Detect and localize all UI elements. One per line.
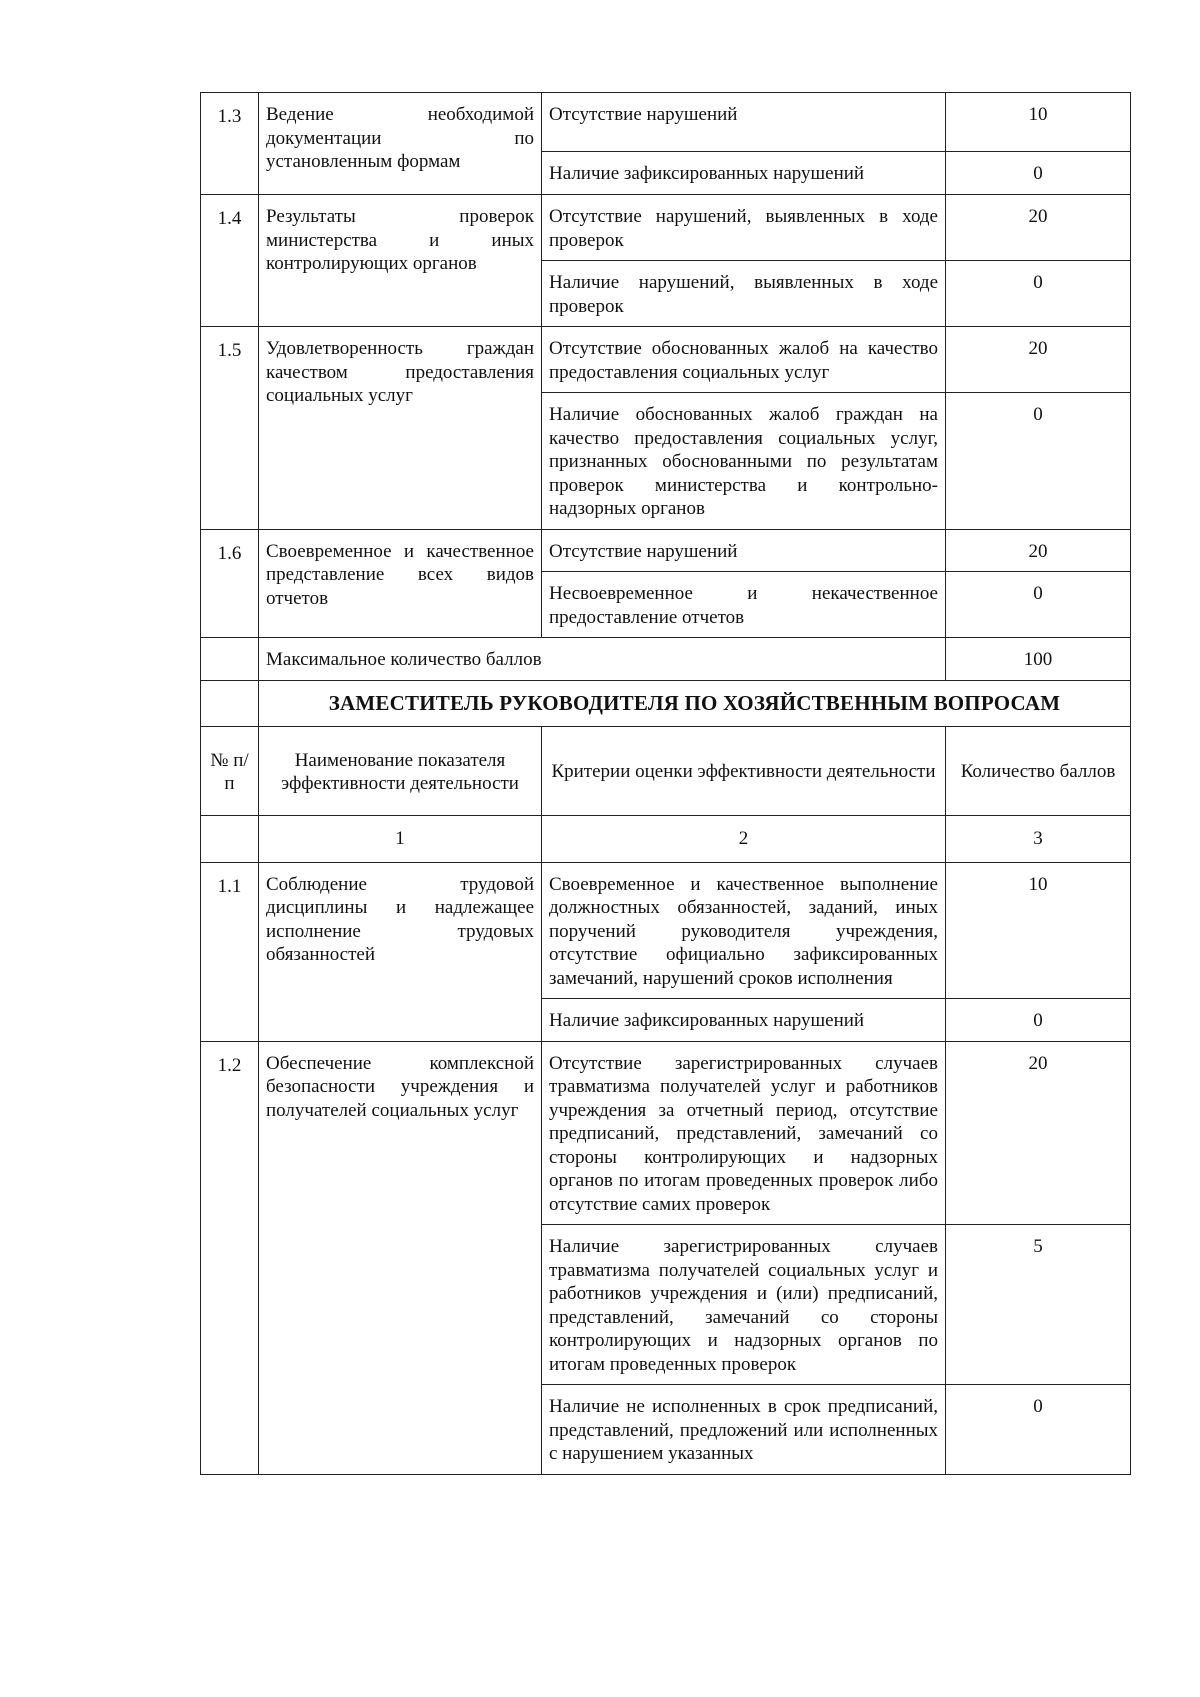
column-number-1: 1 <box>259 816 542 863</box>
column-number-2: 2 <box>542 816 946 863</box>
item-number: 1.4 <box>201 195 259 327</box>
indicator-name: Обеспечение комплексной безопасности учреждения и получателей социальных услуг <box>259 1041 542 1474</box>
criterion-points: 5 <box>946 1225 1131 1385</box>
item-number: 1.6 <box>201 529 259 638</box>
criterion-points: 10 <box>946 93 1131 152</box>
evaluation-table <box>200 92 1131 1475</box>
criterion-text: Наличие зарегистрированных случаев травматизма получателей социальных услуг и работников учреждения и (или) предписаний, представлений, замечаний со стороны контролирующих и надзорных органов по итогам проведенных проверок <box>542 1225 946 1385</box>
criterion-text: Наличие не исполненных в срок предписаний, представлений, предложений или исполненных с нарушением указанных <box>542 1385 946 1475</box>
criterion-points: 20 <box>946 195 1131 261</box>
section-row <box>201 680 1131 727</box>
empty-cell <box>201 638 259 681</box>
criterion-text: Отсутствие нарушений <box>542 93 946 152</box>
criterion-points: 0 <box>946 393 1131 530</box>
table-row <box>201 93 1131 152</box>
criterion-points: 0 <box>946 999 1131 1042</box>
criterion-points: 0 <box>946 572 1131 638</box>
indicator-name: Результаты проверок министерства и иных контролирующих органов <box>259 195 542 327</box>
column-number-3: 3 <box>946 816 1131 863</box>
header-criteria: Критерии оценки эффективности деятельности <box>542 727 946 816</box>
indicator-name: Своевременное и качественное представление всех видов отчетов <box>259 529 542 638</box>
criterion-text: Отсутствие зарегистрированных случаев травматизма получателей услуг и работников учреждения за отчетный период, отсутствие предписаний, представлений, замечаний со стороны контролирующих и надзорных органов по итогам проведенных проверок либо отсутствие самих проверок <box>542 1041 946 1225</box>
criterion-points: 0 <box>946 1385 1131 1475</box>
criterion-text: Несвоевременное и некачественное предоставление отчетов <box>542 572 946 638</box>
header-number: № п/п <box>201 727 259 816</box>
max-points-label: Максимальное количество баллов <box>259 638 946 681</box>
column-numbers-row <box>201 816 1131 863</box>
criterion-text: Отсутствие обоснованных жалоб на качество предоставления социальных услуг <box>542 327 946 393</box>
table-row <box>201 862 1131 999</box>
criterion-points: 0 <box>946 261 1131 327</box>
table-row <box>201 327 1131 393</box>
indicator-name: Удовлетворенность граждан качеством предоставления социальных услуг <box>259 327 542 530</box>
criterion-text: Своевременное и качественное выполнение должностных обязанностей, заданий, иных поручений руководителя учреждения, отсутствие официально зафиксированных замечаний, нарушений сроков исполнения <box>542 862 946 999</box>
criterion-text: Отсутствие нарушений, выявленных в ходе проверок <box>542 195 946 261</box>
empty-cell <box>201 680 259 727</box>
criterion-points: 20 <box>946 1041 1131 1225</box>
criterion-points: 20 <box>946 327 1131 393</box>
max-points-row <box>201 638 1131 681</box>
table-row <box>201 195 1131 261</box>
indicator-name: Ведение необходимой документации по установленным формам <box>259 93 542 195</box>
criterion-text: Наличие зафиксированных нарушений <box>542 999 946 1042</box>
empty-cell <box>201 816 259 863</box>
item-number: 1.1 <box>201 862 259 1041</box>
header-points: Количество баллов <box>946 727 1131 816</box>
criterion-points: 20 <box>946 529 1131 572</box>
table-row <box>201 529 1131 572</box>
criterion-text: Отсутствие нарушений <box>542 529 946 572</box>
table-row <box>201 1041 1131 1225</box>
criterion-points: 10 <box>946 862 1131 999</box>
criterion-text: Наличие обоснованных жалоб граждан на качество предоставления социальных услуг, признанных обоснованными по результатам проверок министерства и контрольно-надзорных органов <box>542 393 946 530</box>
header-indicator: Наименование показателя эффективности деятельности <box>259 727 542 816</box>
item-number: 1.2 <box>201 1041 259 1474</box>
criterion-points: 0 <box>946 152 1131 195</box>
criterion-text: Наличие нарушений, выявленных в ходе проверок <box>542 261 946 327</box>
item-number: 1.3 <box>201 93 259 195</box>
criterion-text: Наличие зафиксированных нарушений <box>542 152 946 195</box>
header-row <box>201 727 1131 816</box>
item-number: 1.5 <box>201 327 259 530</box>
section-title: ЗАМЕСТИТЕЛЬ РУКОВОДИТЕЛЯ ПО ХОЗЯЙСТВЕННЫМ ВОПРОСАМ <box>259 680 1131 727</box>
indicator-name: Соблюдение трудовой дисциплины и надлежащее исполнение трудовых обязанностей <box>259 862 542 1041</box>
max-points-value: 100 <box>946 638 1131 681</box>
